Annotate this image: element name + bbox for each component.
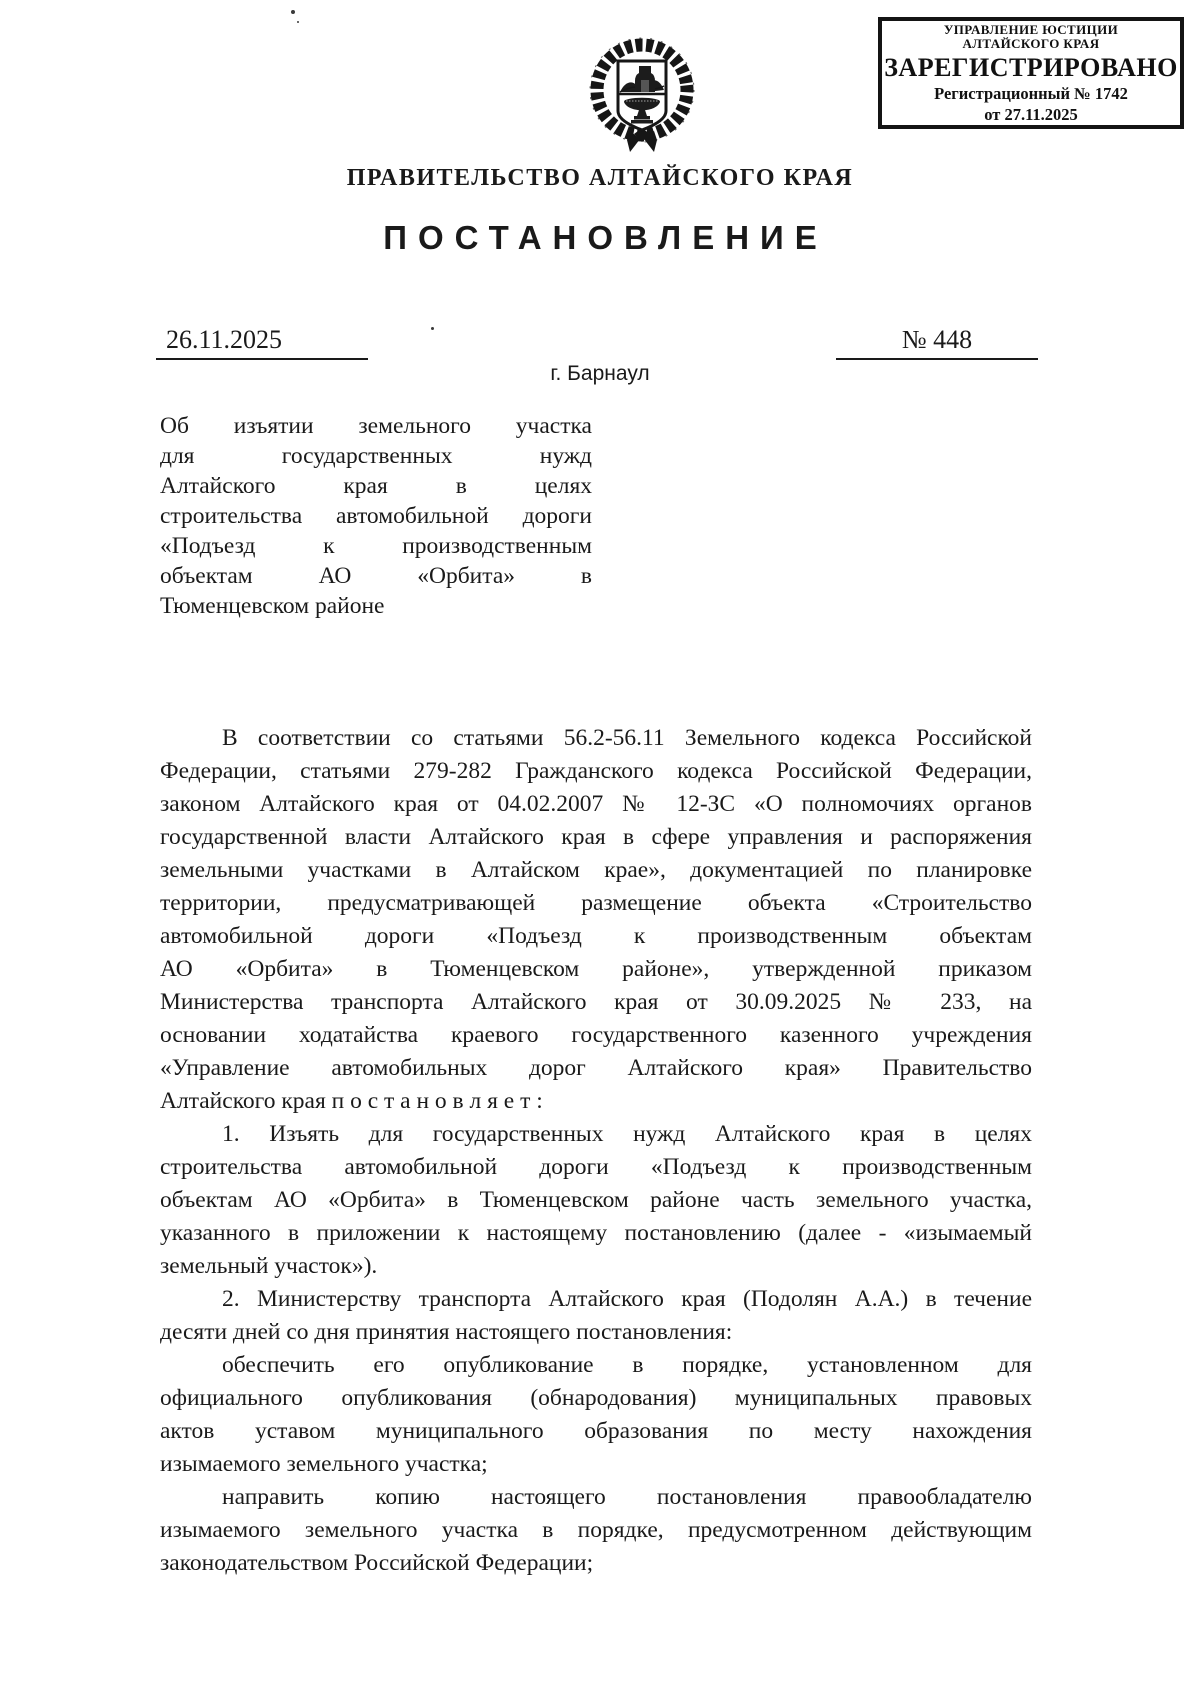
text-line: законом Алтайского края от 04.02.2007 № 12-ЗС «О полномочиях органов — [160, 791, 1032, 817]
text-line: строительства автомобильной дороги — [160, 503, 592, 529]
text-line: основании ходатайства краевого государственного казенного учреждения — [160, 1022, 1032, 1048]
text-line: 1. Изъять для государственных нужд Алтайского края в целях — [222, 1121, 1032, 1147]
text-line: законодательством Российской Федерации; — [160, 1550, 594, 1576]
text-line: государственной власти Алтайского края в сфере управления и распоряжения — [160, 824, 1032, 850]
text-line: изымаемого земельного участка; — [160, 1451, 488, 1477]
body-paragraph — [160, 1481, 1032, 1580]
text-line: указанного в приложении к настоящему постановлению (далее - «изымаемый — [160, 1220, 1032, 1246]
body-paragraph — [160, 1283, 1032, 1349]
text-line: В соответствии со статьями 56.2-56.11 Земельного кодекса Российской — [222, 725, 1032, 751]
text-line: 2. Министерству транспорта Алтайского края (Подолян А.А.) в течение — [222, 1286, 1032, 1312]
ink-speck — [431, 327, 434, 330]
authority-title: ПРАВИТЕЛЬСТВО АЛТАЙСКОГО КРАЯ — [346, 165, 854, 191]
text-line: земельный участок»). — [160, 1253, 378, 1279]
text-line: Федерации, статьями 279-282 Гражданского кодекса Российской Федерации, — [160, 758, 1032, 784]
document-city: г. Барнаул — [550, 362, 650, 385]
stamp-reg-date: от 27.11.2025 — [984, 104, 1078, 124]
text-line: Об изъятии земельного участка — [160, 413, 592, 439]
text-line: объектам АО «Орбита» в Тюменцевском районе часть земельного участка, — [160, 1187, 1032, 1213]
document-number: № 448 — [901, 325, 973, 354]
text-line: «Управление автомобильных дорог Алтайского края» Правительство — [160, 1055, 1032, 1081]
text-line: «Подъезд к производственным — [160, 533, 592, 559]
text-line: АО «Орбита» в Тюменцевском районе», утвержденной приказом — [160, 956, 1032, 982]
text-line: территории, предусматривающей размещение объекта «Строительство — [160, 890, 1032, 916]
registration-stamp — [878, 17, 1184, 129]
altai-krai-coat-of-arms-icon — [584, 28, 700, 158]
text-line: изымаемого земельного участка в порядке, предусмотренном действующим — [160, 1517, 1032, 1543]
stamp-reg-number: Регистрационный № 1742 — [934, 83, 1128, 103]
subject-block — [160, 411, 592, 621]
text-line: объектам АО «Орбита» в — [160, 563, 592, 589]
text-line: Тюменцевском районе — [160, 593, 385, 619]
text-line: строительства автомобильной дороги «Подъезд к производственным — [160, 1154, 1032, 1180]
document-date: 26.11.2025 — [166, 325, 283, 354]
text-line: обеспечить его опубликование в порядке, установленном для — [222, 1352, 1032, 1378]
text-line: Алтайского края п о с т а н о в л я е т : — [160, 1088, 543, 1114]
body-paragraph — [160, 722, 1032, 1118]
text-line: официального опубликования (обнародования) муниципальных правовых — [160, 1385, 1032, 1411]
stamp-org-line2: АЛТАЙСКОГО КРАЯ — [962, 35, 1100, 51]
body-paragraph — [160, 1118, 1032, 1283]
text-line: земельными участками в Алтайском крае», документацией по планировке — [160, 857, 1032, 883]
body-paragraph — [160, 1349, 1032, 1481]
text-line: автомобильной дороги «Подъезд к производственным объектам — [160, 923, 1032, 949]
text-line: для государственных нужд — [160, 443, 592, 469]
document-type-title: ПОСТАНОВЛЕНИЕ — [383, 219, 828, 256]
date-underline — [156, 358, 368, 360]
ink-speck — [291, 10, 295, 14]
text-line: десяти дней со дня принятия настоящего постановления: — [160, 1319, 733, 1345]
stamp-status: ЗАРЕГИСТРИРОВАНО — [884, 52, 1178, 82]
text-line: Министерства транспорта Алтайского края от 30.09.2025 № 233, на — [160, 989, 1032, 1015]
text-line: Алтайского края в целях — [160, 473, 592, 499]
text-line: направить копию настоящего постановления правообладателю — [222, 1484, 1032, 1510]
body-text — [160, 722, 1032, 1580]
text-line: актов уставом муниципального образования по месту нахождения — [160, 1418, 1032, 1444]
stamp-org-line1: УПРАВЛЕНИЕ ЮСТИЦИИ — [943, 21, 1119, 37]
number-underline — [836, 358, 1038, 360]
ink-speck — [297, 21, 299, 23]
